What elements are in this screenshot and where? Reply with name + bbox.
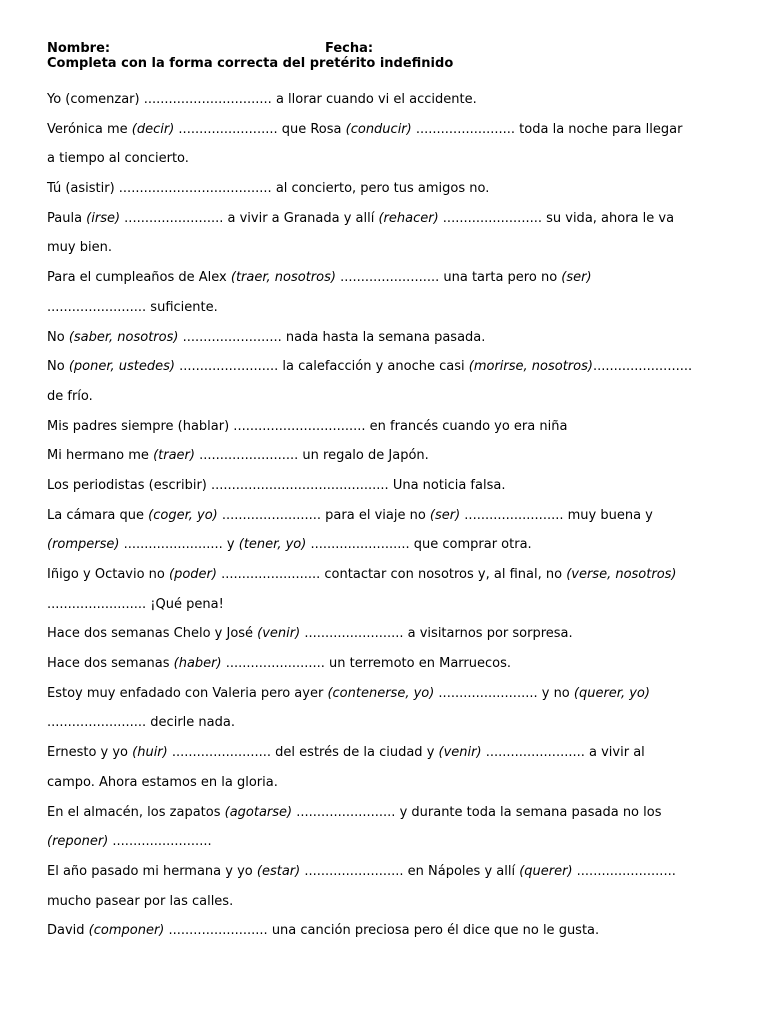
exercise-line xyxy=(47,708,727,738)
line-text: No xyxy=(47,359,69,375)
line-text: ........................ muy buena y xyxy=(460,507,653,523)
line-text: ........................ un regalo de Japón. xyxy=(194,448,429,464)
exercise-line xyxy=(47,798,727,828)
verb-hint: (querer, yo) xyxy=(573,685,650,701)
line-text: Tú (asistir) ..................................... al concierto, pero tus amigos no. xyxy=(47,181,490,197)
line-text: No xyxy=(47,329,69,345)
exercise-line xyxy=(47,857,727,887)
exercise-line xyxy=(47,352,727,382)
verb-hint: (romperse) xyxy=(47,537,120,553)
exercise-line xyxy=(47,768,727,798)
exercise-line xyxy=(47,916,727,946)
exercise-line xyxy=(47,827,727,857)
name-date-row xyxy=(47,41,727,56)
line-text: muy bien. xyxy=(47,240,112,256)
verb-hint: (huir) xyxy=(132,745,168,761)
line-text: mucho pasear por las calles. xyxy=(47,893,234,909)
line-text: ........................ para el viaje no xyxy=(217,507,430,523)
exercise-line xyxy=(47,233,727,263)
line-text: Para el cumpleaños de Alex xyxy=(47,270,231,286)
line-text: Hace dos semanas xyxy=(47,656,174,672)
exercise-line xyxy=(47,679,727,709)
exercise-line xyxy=(47,174,727,204)
exercise-line xyxy=(47,560,727,590)
verb-hint: (poner, ustedes) xyxy=(68,359,175,375)
verb-hint: (contenerse, yo) xyxy=(327,685,435,701)
verb-hint: (verse, nosotros) xyxy=(566,567,677,582)
name-label: Nombre: xyxy=(47,41,111,56)
verb-hint: (saber, nosotros) xyxy=(68,329,179,345)
line-text: Los periodistas (escribir) ........................................... Una noticia falsa. xyxy=(47,477,506,493)
exercise-line xyxy=(47,85,727,115)
verb-hint: (coger, yo) xyxy=(148,507,218,523)
line-text: ........................ del estrés de la ciudad y xyxy=(167,745,439,761)
line-text: ........................ una canción preciosa pero él dice que no le gusta. xyxy=(164,923,600,939)
date-label: Fecha: xyxy=(325,41,374,56)
line-text: Yo (comenzar) ............................... a llorar cuando vi el accidente. xyxy=(47,92,477,107)
line-text: ........................ y no xyxy=(434,685,574,701)
line-text: ........................ suficiente. xyxy=(47,299,218,315)
exercise-line xyxy=(47,887,727,917)
line-text: ........................ nada hasta la semana pasada. xyxy=(178,329,486,345)
line-text: ........................ un terremoto en Marruecos. xyxy=(221,656,511,672)
line-text: ........................ que Rosa xyxy=(174,121,346,137)
line-text: ........................ xyxy=(108,834,212,850)
verb-hint: (venir) xyxy=(257,626,301,642)
line-text: Verónica me xyxy=(47,121,132,137)
exercise-lines xyxy=(47,85,727,946)
line-text: En el almacén, los zapatos xyxy=(47,804,225,820)
line-text: Ernesto y yo xyxy=(47,745,133,761)
exercise-line xyxy=(47,738,727,768)
line-text: ........................ una tarta pero no xyxy=(335,270,562,286)
exercise-line xyxy=(47,323,727,353)
line-text: a tiempo al concierto. xyxy=(47,151,189,167)
line-text: ........................ su vida, ahora le va xyxy=(438,210,675,226)
line-text: ........................ la calefacción y anoche casi xyxy=(174,359,469,375)
verb-hint: (traer, nosotros) xyxy=(230,270,336,286)
line-text: ........................ a vivir a Granada y allí xyxy=(120,210,379,226)
line-text: de frío. xyxy=(47,388,93,404)
exercise-line xyxy=(47,649,727,679)
line-text: El año pasado mi hermana y yo xyxy=(47,863,257,879)
line-text: ........................ decirle nada. xyxy=(47,715,235,731)
line-text: La cámara que xyxy=(47,507,149,523)
line-text: ........................ xyxy=(592,359,693,375)
verb-hint: (ser) xyxy=(561,270,592,286)
verb-hint: (conducir) xyxy=(345,121,412,137)
verb-hint: (agotarse) xyxy=(224,804,293,820)
verb-hint: (estar) xyxy=(256,863,301,879)
line-text: ........................ contactar con nosotros y, al final, no xyxy=(216,567,567,582)
verb-hint: (ser) xyxy=(429,507,461,523)
exercise-line xyxy=(47,412,727,442)
exercise-line xyxy=(47,441,727,471)
exercise-line xyxy=(47,619,727,649)
line-text: David xyxy=(47,923,89,939)
line-text: ........................ a visitarnos por sorpresa. xyxy=(300,626,573,642)
verb-hint: (reponer) xyxy=(47,834,109,850)
verb-hint: (decir) xyxy=(131,121,175,137)
exercise-line xyxy=(47,501,727,531)
line-text: ........................ y durante toda la semana pasada no los xyxy=(292,804,662,820)
line-text: Hace dos semanas Chelo y José xyxy=(47,626,258,642)
line-text: Mi hermano me xyxy=(47,448,154,464)
verb-hint: (componer) xyxy=(88,923,165,939)
verb-hint: (morirse, nosotros) xyxy=(468,359,593,375)
exercise-line xyxy=(47,530,727,560)
line-text: ........................ en Nápoles y allí xyxy=(300,863,520,879)
line-text: ........................ xyxy=(572,863,676,879)
line-text: Estoy muy enfadado con Valeria pero ayer xyxy=(47,685,328,701)
worksheet-header xyxy=(47,41,727,71)
verb-hint: (haber) xyxy=(173,656,222,672)
exercise-line xyxy=(47,471,727,501)
line-text: ........................ y xyxy=(119,537,239,553)
verb-hint: (venir) xyxy=(438,745,482,761)
line-text: ........................ a vivir al xyxy=(481,745,645,761)
line-text: Paula xyxy=(47,210,87,226)
exercise-line xyxy=(47,115,727,145)
instruction-text: Completa con la forma correcta del pretérito indefinido xyxy=(47,56,454,71)
verb-hint: (tener, yo) xyxy=(238,537,307,553)
verb-hint: (traer) xyxy=(153,448,195,464)
exercise-line xyxy=(47,204,727,234)
line-text: Mis padres siempre (hablar) ................................ en francés cuando yo era niña xyxy=(47,418,568,434)
worksheet xyxy=(47,41,727,946)
verb-hint: (rehacer) xyxy=(378,210,439,226)
exercise-line xyxy=(47,382,727,412)
exercise-line xyxy=(47,293,727,323)
line-text: Iñigo y Octavio no xyxy=(47,567,170,582)
exercise-line xyxy=(47,263,727,293)
line-text: campo. Ahora estamos en la gloria. xyxy=(47,774,278,790)
line-text: ........................ toda la noche para llegar xyxy=(411,121,683,137)
verb-hint: (poder) xyxy=(169,567,217,582)
line-text: ........................ ¡Qué pena! xyxy=(47,596,224,612)
exercise-line xyxy=(47,144,727,174)
verb-hint: (irse) xyxy=(86,210,121,226)
exercise-line xyxy=(47,590,727,620)
verb-hint: (querer) xyxy=(519,863,573,879)
line-text: ........................ que comprar otra. xyxy=(306,537,532,553)
